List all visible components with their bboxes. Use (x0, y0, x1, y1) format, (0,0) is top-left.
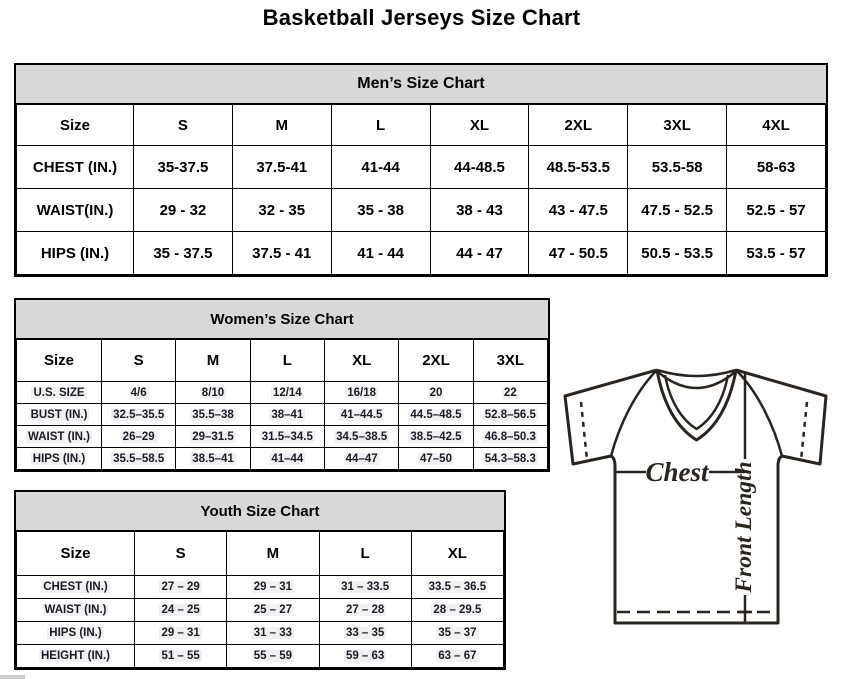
collar-top-arc (657, 370, 736, 376)
column-header: L (319, 532, 411, 576)
size-value-cell: 26–29 (102, 426, 176, 448)
row-label: HIPS (IN.) (17, 622, 135, 645)
size-value-cell: 33.5 – 36.5 (411, 576, 503, 599)
table-row (17, 448, 548, 470)
size-value-cell: 27 – 29 (135, 576, 227, 599)
size-value-cell: 35 - 38 (331, 189, 430, 232)
size-value-cell: 47–50 (399, 448, 473, 470)
column-header: L (250, 340, 324, 382)
jersey-diagram (557, 364, 831, 626)
size-corner-header: Size (17, 105, 134, 146)
column-header: 2XL (529, 105, 628, 146)
size-value-cell: 59 – 63 (319, 645, 411, 668)
womens-chart-title: Women’s Size Chart (16, 300, 548, 339)
column-header: 2XL (399, 340, 473, 382)
size-value-cell: 41–44 (250, 448, 324, 470)
row-label: HIPS (IN.) (17, 232, 134, 275)
row-label: CHEST (IN.) (17, 146, 134, 189)
front-length-label: Front Length (731, 461, 757, 593)
size-value-cell: 37.5 - 41 (232, 232, 331, 275)
row-label: U.S. SIZE (17, 382, 102, 404)
table-row (17, 622, 504, 645)
row-label: HIPS (IN.) (17, 448, 102, 470)
size-value-cell: 35-37.5 (134, 146, 233, 189)
table-row (17, 189, 826, 232)
table-row (17, 382, 548, 404)
table-row (17, 232, 826, 275)
size-value-cell: 28 – 29.5 (411, 599, 503, 622)
size-corner-header: Size (17, 532, 135, 576)
size-value-cell: 43 - 47.5 (529, 189, 628, 232)
size-value-cell: 32.5–35.5 (102, 404, 176, 426)
row-label: HEIGHT (IN.) (17, 645, 135, 668)
size-value-cell: 38 - 43 (430, 189, 529, 232)
size-value-cell: 25 – 27 (227, 599, 319, 622)
youth-size-chart (14, 490, 506, 670)
table-row (17, 576, 504, 599)
size-corner-header: Size (17, 340, 102, 382)
size-value-cell: 55 – 59 (227, 645, 319, 668)
left-cuff-dashed-seam (581, 402, 587, 460)
size-value-cell: 44 - 47 (430, 232, 529, 275)
row-label: WAIST(IN.) (17, 189, 134, 232)
row-label: CHEST (IN.) (17, 576, 135, 599)
size-value-cell: 37.5-41 (232, 146, 331, 189)
size-value-cell: 8/10 (176, 382, 250, 404)
column-header: XL (411, 532, 503, 576)
row-label: WAIST (IN.) (17, 599, 135, 622)
size-value-cell: 24 – 25 (135, 599, 227, 622)
size-value-cell: 44.5–48.5 (399, 404, 473, 426)
column-header: L (331, 105, 430, 146)
column-header: M (176, 340, 250, 382)
column-header: S (102, 340, 176, 382)
youth-size-table (16, 531, 504, 668)
size-value-cell: 51 – 55 (135, 645, 227, 668)
youth-chart-title: Youth Size Chart (16, 492, 504, 531)
mens-size-chart (14, 63, 828, 277)
size-value-cell: 50.5 - 53.5 (628, 232, 727, 275)
mens-size-table (16, 104, 826, 275)
column-header: 3XL (473, 340, 547, 382)
column-header: M (227, 532, 319, 576)
mens-chart-title: Men’s Size Chart (16, 65, 826, 104)
size-value-cell: 41-44 (331, 146, 430, 189)
size-value-cell: 38–41 (250, 404, 324, 426)
table-row (17, 599, 504, 622)
size-value-cell: 44-48.5 (430, 146, 529, 189)
left-armhole-seam (611, 370, 657, 456)
size-value-cell: 29 – 31 (135, 622, 227, 645)
row-label: WAIST (IN.) (17, 426, 102, 448)
column-header: 4XL (727, 105, 826, 146)
size-value-cell: 29 - 32 (134, 189, 233, 232)
right-armhole-seam (736, 370, 782, 456)
size-value-cell: 16/18 (324, 382, 398, 404)
column-header: M (232, 105, 331, 146)
row-label: BUST (IN.) (17, 404, 102, 426)
size-value-cell: 52.5 - 57 (727, 189, 826, 232)
size-value-cell: 63 – 67 (411, 645, 503, 668)
size-value-cell: 32 - 35 (232, 189, 331, 232)
table-row (17, 146, 826, 189)
size-value-cell: 47.5 - 52.5 (628, 189, 727, 232)
size-value-cell: 35 - 37.5 (134, 232, 233, 275)
size-value-cell: 29 – 31 (227, 576, 319, 599)
size-value-cell: 53.5-58 (628, 146, 727, 189)
size-value-cell: 48.5-53.5 (529, 146, 628, 189)
size-value-cell: 27 – 28 (319, 599, 411, 622)
column-header: XL (324, 340, 398, 382)
right-cuff-dashed-seam (801, 402, 807, 460)
header-row (17, 340, 548, 382)
size-value-cell: 46.8–50.3 (473, 426, 547, 448)
size-value-cell: 53.5 - 57 (727, 232, 826, 275)
size-value-cell: 34.5–38.5 (324, 426, 398, 448)
size-value-cell: 35.5–58.5 (102, 448, 176, 470)
size-value-cell: 22 (473, 382, 547, 404)
size-value-cell: 58-63 (727, 146, 826, 189)
jersey-outline (565, 370, 826, 623)
table-row (17, 645, 504, 668)
size-value-cell: 31.5–34.5 (250, 426, 324, 448)
size-value-cell: 4/6 (102, 382, 176, 404)
size-value-cell: 38.5–42.5 (399, 426, 473, 448)
page-title: Basketball Jerseys Size Chart (262, 5, 581, 30)
size-value-cell: 31 – 33.5 (319, 576, 411, 599)
size-value-cell: 20 (399, 382, 473, 404)
size-value-cell: 29–31.5 (176, 426, 250, 448)
size-value-cell: 47 - 50.5 (529, 232, 628, 275)
size-value-cell: 54.3–58.3 (473, 448, 547, 470)
header-row (17, 105, 826, 146)
size-value-cell: 44–47 (324, 448, 398, 470)
womens-size-chart (14, 298, 550, 472)
size-value-cell: 12/14 (250, 382, 324, 404)
column-header: XL (430, 105, 529, 146)
size-value-cell: 41 - 44 (331, 232, 430, 275)
chest-label: Chest (645, 457, 709, 487)
column-header: S (134, 105, 233, 146)
column-header: S (135, 532, 227, 576)
size-value-cell: 35 – 37 (411, 622, 503, 645)
size-value-cell: 31 – 33 (227, 622, 319, 645)
header-row (17, 532, 504, 576)
size-value-cell: 35.5–38 (176, 404, 250, 426)
size-value-cell: 38.5–41 (176, 448, 250, 470)
table-row (17, 404, 548, 426)
size-value-cell: 33 – 35 (319, 622, 411, 645)
size-value-cell: 52.8–56.5 (473, 404, 547, 426)
table-row (17, 426, 548, 448)
womens-size-table (16, 339, 548, 470)
page-corner-artifact (0, 675, 25, 679)
size-value-cell: 41–44.5 (324, 404, 398, 426)
column-header: 3XL (628, 105, 727, 146)
